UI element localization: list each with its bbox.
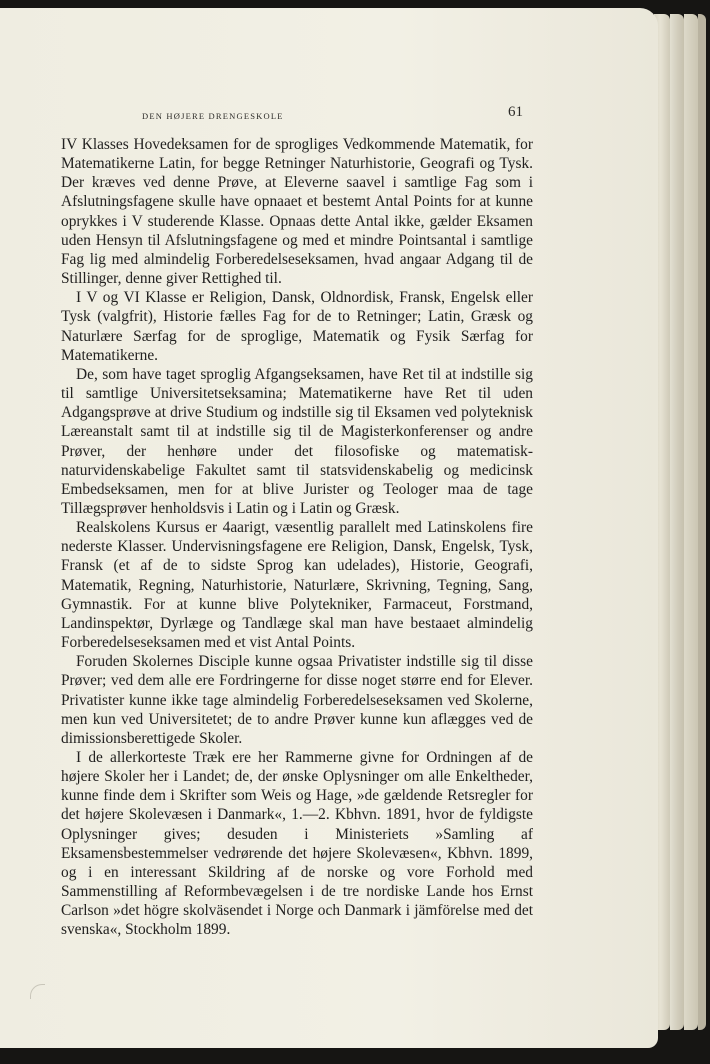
book-page [0, 8, 658, 1048]
body-text [61, 135, 533, 940]
page-number: 61 [508, 104, 523, 120]
paragraph: I V og VI Klasse er Religion, Dansk, Oldnordisk, Fransk, Engelsk eller Tysk (valgfrit), Historie fælles Fag for de to Retninger; Latin, Græsk og Naturlære Særfag for de sproglige, Matematik og Fysik Særfag for Matematikerne. [61, 289, 533, 364]
paragraph: Realskolens Kursus er 4aarigt, væsentlig parallelt med Latinskolens fire nederste Klasser. Undervisningsfagene ere Religion, Dansk, Engelsk, Tysk, Fransk (et af de to sidste Sprog kan udelades), Historie, Geografi, Matematik, Regning, Naturhistorie, Naturlære, Skrivning, Tegning, Sang, Gymnastik. For at kunne blive Polytekniker, Farmaceut, Forstmand, Landinspektør, Dyrlæge og Tandlæge skal man have bestaaet almindelig Forberedelseseksamen med et vist Antal Points. [61, 519, 533, 652]
running-title: DEN HØJERE DRENGESKOLE [142, 111, 284, 121]
page-corner-mark [30, 984, 45, 999]
book-page-edge [670, 14, 684, 1030]
book-page-edge [698, 14, 706, 1030]
paragraph: De, som have taget sproglig Afgangseksamen, have Ret til at indstille sig til samtlige Universitetseksamina; Matematikerne have Ret til uden Adgangsprøve at drive Studium og indstille sig til Eksamen ved polyteknisk Læreanstalt samt til at indstille sig til de Magisterkonferenser og andre Prøver, der henhøre under det filosofiske og matematisk-naturvidenskabelige Fakultet samt til statsvidenskabelig og medicinsk Embedseksamen, men for at blive Jurister og Teologer maa de tage Tillægsprøver henholdsvis i Latin og i Latin og Græsk. [61, 365, 533, 517]
book-page-edge [684, 14, 698, 1030]
paragraph: IV Klasses Hovedeksamen for de sprogliges Vedkommende Matematik, for Matematikerne Latin, for begge Retninger Naturhistorie, Geografi og Tysk. Der kræves ved denne Prøve, at Eleverne saavel i samtlige Fag som i Afslutningsfagene skulle have opnaaet et bestemt Antal Points for at kunne oprykkes i V studerende Klasse. Opnaas dette Antal ikke, gælder Eksamen uden Hensyn til Afslutningsfagene og med et mindre Pointsantal i samtlige Fag lig med almindelig Forberedelseseksamen, hvad angaar Adgang til de Stillinger, denne giver Rettighed til. [61, 136, 533, 288]
paragraph: Foruden Skolernes Disciple kunne ogsaa Privatister indstille sig til disse Prøver; ved dem alle ere Fordringerne for disse noget større end for Elever. Privatister kunne ikke tage almindelig Forberedelseseksamen ved Skolerne, men kun ved Universitetet; de to andre Prøver kunne kun aflægges ved de dimissionsberettigede Skoler. [61, 653, 533, 747]
paragraph: I de allerkorteste Træk ere her Rammerne givne for Ordningen af de højere Skoler her i Landet; de, der ønske Oplysninger om alle Enkeltheder, kunne finde dem i Skrifter som Weis og Hage, »de gældende Retsregler for det højere Skolevæsen i Danmark«, 1.—2. Kbhvn. 1891, hvor de fyldigste Oplysninger gives; desuden i Ministeriets »Samling af Eksamensbestemmelser vedrørende det højere Skolevæsen«, Kbhvn. 1899, og i en interessant Skildring af de norske og vore Forhold med Sammenstilling af Reformbevægelsen i de tre nordiske Lande hos Ernst Carlson »det högre skolväsendet i Norge och Danmark i jämförelse med det svenska«, Stockholm 1899. [61, 749, 533, 939]
